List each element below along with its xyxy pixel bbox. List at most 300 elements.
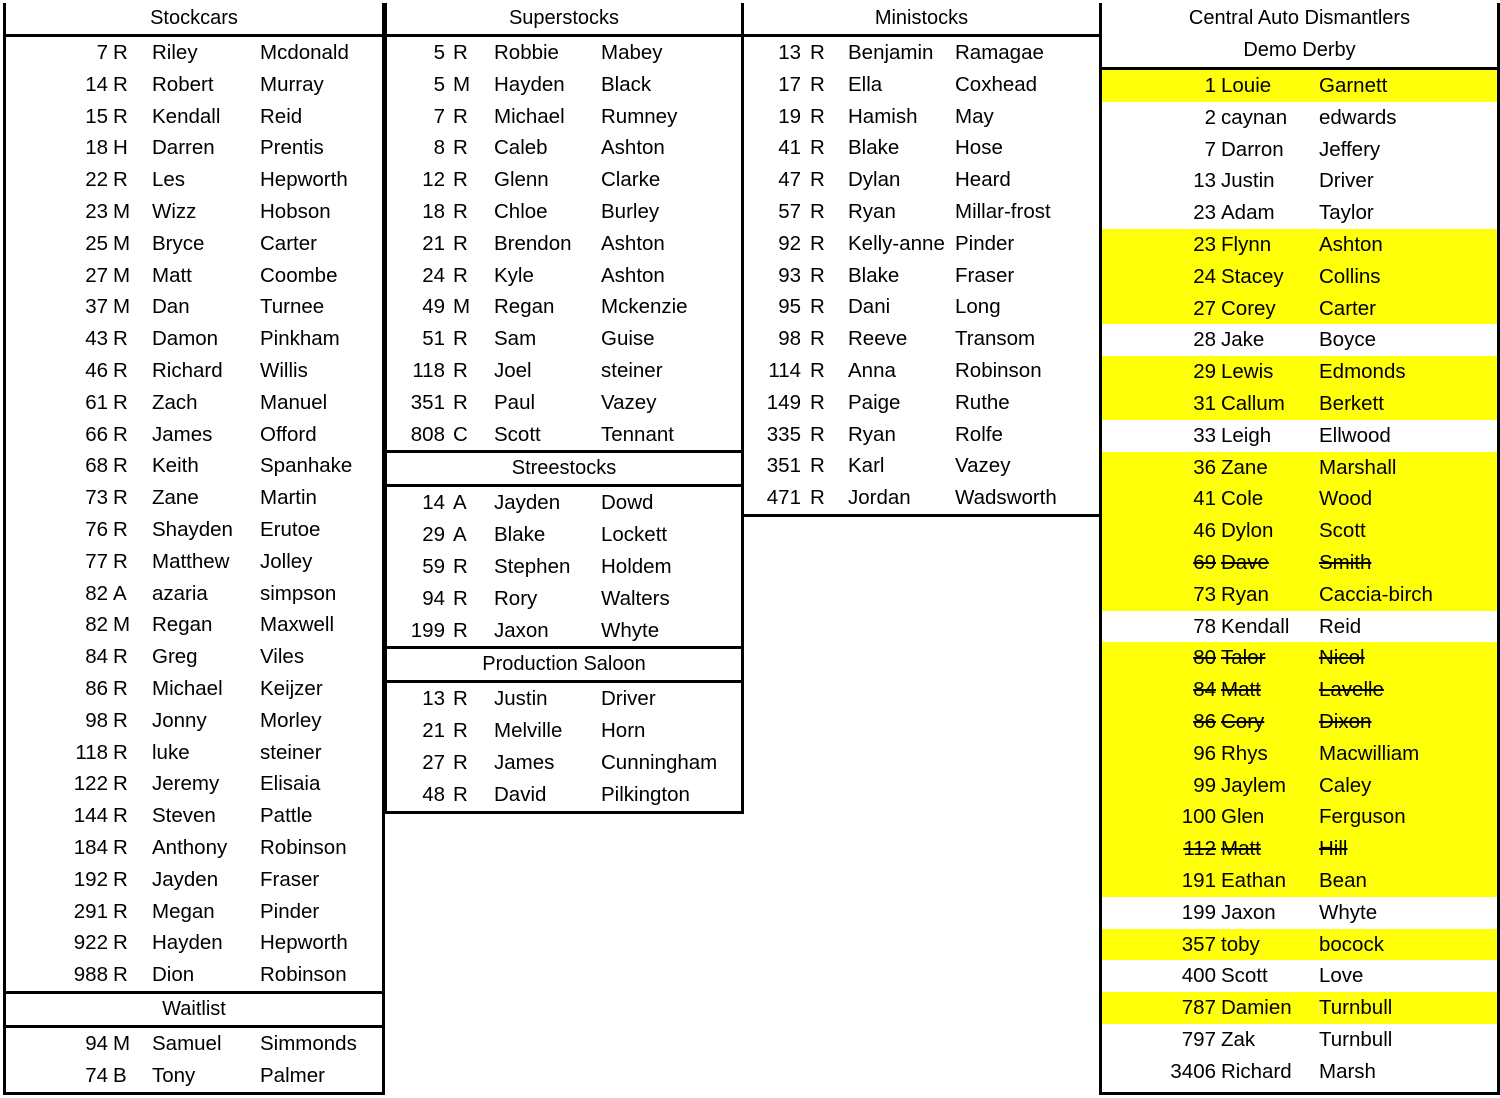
first-name: Dylan [848, 168, 901, 192]
car-number: 41 [1193, 487, 1216, 511]
car-class: R [453, 687, 468, 711]
list-item [387, 715, 741, 747]
car-class: M [113, 1031, 131, 1055]
car-class: R [113, 835, 128, 859]
car-number: 8 [433, 136, 445, 160]
streestocks-list [387, 487, 741, 646]
first-name: Robbie [494, 41, 559, 64]
car-number: 13 [778, 41, 801, 64]
last-name: Vazey [955, 454, 1011, 478]
car-number: 84 [1193, 678, 1216, 702]
last-name: Hepworth [260, 168, 348, 192]
first-name: James [494, 750, 555, 774]
list-item [1102, 197, 1497, 229]
last-name: Manuel [260, 390, 328, 414]
list-item [1102, 738, 1497, 770]
first-name: Justin [1221, 169, 1275, 193]
car-class: R [453, 618, 468, 642]
last-name: Mckenzie [601, 295, 688, 319]
first-name: Kelly-anne [848, 231, 945, 255]
list-item [744, 164, 1099, 196]
first-name: Greg [152, 645, 198, 669]
last-name: Martin [260, 486, 317, 510]
car-class: R [113, 740, 128, 764]
car-number: 31 [1193, 391, 1216, 415]
car-class: M [113, 263, 131, 287]
list-item [387, 355, 741, 387]
last-name: Ashton [601, 231, 665, 255]
car-number: 24 [1193, 264, 1216, 288]
last-name: Lavelle [1319, 678, 1384, 702]
last-name: Palmer [260, 1063, 325, 1087]
last-name: Turnbull [1319, 1027, 1393, 1051]
last-name: Scott [1319, 519, 1366, 543]
car-class: R [810, 454, 825, 478]
last-name: Ramagae [955, 41, 1044, 64]
car-class: R [113, 676, 128, 700]
last-name: bocock [1319, 932, 1384, 956]
car-class: R [810, 422, 825, 446]
list-item [387, 615, 741, 647]
car-number: 49 [422, 295, 445, 319]
list-item [6, 959, 382, 991]
list-item [6, 1028, 382, 1060]
first-name: Kendall [152, 104, 221, 128]
first-name: Darren [152, 136, 215, 160]
last-name: Lockett [601, 523, 668, 547]
last-name: Cunningham [601, 750, 718, 774]
list-item [6, 705, 382, 737]
list-item [387, 419, 741, 451]
car-class: R [810, 263, 825, 287]
first-name: Kyle [494, 263, 534, 287]
list-item [744, 101, 1099, 133]
car-number: 2 [1204, 105, 1216, 129]
car-number: 80 [1193, 646, 1216, 670]
car-class: R [453, 136, 468, 160]
last-name: Coombe [260, 263, 338, 287]
demo-column [1099, 3, 1500, 1095]
last-name: Whyte [1319, 900, 1378, 924]
last-name: Mcdonald [260, 41, 349, 64]
car-class: R [113, 517, 128, 541]
list-item [6, 1060, 382, 1092]
list-item [1102, 356, 1497, 388]
car-number: 787 [1181, 996, 1216, 1020]
car-class: R [453, 41, 468, 64]
car-class: M [113, 295, 131, 319]
last-name: Fraser [955, 263, 1015, 287]
car-number: 51 [422, 327, 445, 351]
last-name: Transom [955, 327, 1036, 351]
car-number: 12 [422, 168, 445, 192]
list-item [1102, 452, 1497, 484]
list-item [6, 578, 382, 610]
first-name: Chloe [494, 199, 548, 223]
first-name: Blake [848, 136, 900, 160]
first-name: Matt [1221, 678, 1261, 702]
first-name: James [152, 422, 213, 446]
list-item [744, 323, 1099, 355]
car-class: R [113, 645, 128, 669]
list-item [1102, 579, 1497, 611]
car-class: R [113, 327, 128, 351]
first-name: Ryan [1221, 582, 1269, 606]
car-number: 27 [1193, 296, 1216, 320]
last-name: Elisaia [260, 772, 321, 796]
list-item [387, 387, 741, 419]
last-name: Edmonds [1319, 360, 1406, 384]
list-item [6, 609, 382, 641]
first-name: Ryan [848, 422, 896, 446]
last-name: Ashton [1319, 232, 1383, 256]
first-name: Jayden [494, 491, 561, 515]
car-number: 96 [1193, 741, 1216, 765]
car-number: 25 [85, 231, 108, 255]
car-number: 33 [1193, 423, 1216, 447]
first-name: David [494, 782, 547, 806]
car-number: 59 [422, 554, 445, 578]
first-name: Damon [152, 327, 219, 351]
first-name: Cole [1221, 487, 1264, 511]
car-class: R [453, 390, 468, 414]
first-name: Ella [848, 72, 883, 96]
stockcars-title: Stockcars [150, 7, 238, 29]
list-item [1102, 865, 1497, 897]
car-class: R [453, 263, 468, 287]
car-number: 7 [433, 104, 445, 128]
car-class: R [113, 390, 128, 414]
list-item [387, 196, 741, 228]
last-name: Pilkington [601, 782, 690, 806]
last-name: Marshall [1319, 455, 1397, 479]
car-number: 13 [1193, 169, 1216, 193]
last-name: Robinson [955, 358, 1042, 382]
list-item [387, 164, 741, 196]
superstocks-column [384, 3, 744, 814]
car-number: 114 [768, 358, 801, 382]
car-class: A [453, 491, 467, 515]
car-number: 46 [85, 358, 108, 382]
list-item [1102, 547, 1497, 579]
list-item [744, 132, 1099, 164]
car-number: 48 [422, 782, 445, 806]
car-number: 808 [410, 422, 445, 446]
car-number: 797 [1181, 1027, 1216, 1051]
last-name: edwards [1319, 105, 1397, 129]
car-class: R [453, 231, 468, 255]
list-item [6, 323, 382, 355]
first-name: Samuel [152, 1031, 222, 1055]
first-name: Michael [494, 104, 565, 128]
list-item [744, 37, 1099, 69]
list-item [387, 101, 741, 133]
list-item [6, 164, 382, 196]
car-number: 94 [85, 1031, 108, 1055]
car-class: R [810, 72, 825, 96]
first-name: Blake [848, 263, 900, 287]
first-name: Sam [494, 327, 537, 351]
list-item [1102, 897, 1497, 929]
list-item [6, 641, 382, 673]
list-item [6, 387, 382, 419]
car-number: 99 [1193, 773, 1216, 797]
car-number: 41 [778, 136, 801, 160]
last-name: Driver [1319, 169, 1374, 193]
car-number: 357 [1181, 932, 1216, 956]
car-number: 73 [1193, 582, 1216, 606]
last-name: Pinder [260, 899, 320, 923]
last-name: May [955, 104, 994, 128]
car-class: R [113, 422, 128, 446]
list-item [1102, 134, 1497, 166]
list-item [387, 132, 741, 164]
car-number: 149 [766, 390, 801, 414]
list-item [387, 747, 741, 779]
list-item [6, 864, 382, 896]
car-class: R [453, 358, 468, 382]
list-item [6, 37, 382, 69]
last-name: Bean [1319, 868, 1367, 892]
last-name: Guise [601, 327, 655, 351]
car-class: R [453, 168, 468, 192]
last-name: Horn [601, 719, 646, 743]
car-class: R [113, 963, 128, 987]
streestocks-title: Streestocks [387, 450, 741, 487]
first-name: Kendall [1221, 614, 1290, 638]
last-name: Ellwood [1319, 423, 1391, 447]
last-name: Spanhake [260, 454, 353, 478]
list-item [744, 228, 1099, 260]
first-name: Zane [152, 486, 199, 510]
list-item [6, 832, 382, 864]
car-number: 17 [778, 72, 801, 96]
car-class: R [113, 772, 128, 796]
first-name: Adam [1221, 201, 1275, 225]
list-item [1102, 674, 1497, 706]
last-name: Morley [260, 708, 322, 732]
last-name: Wood [1319, 487, 1373, 511]
car-class: R [453, 199, 468, 223]
list-item [1102, 1056, 1497, 1088]
first-name: Regan [494, 295, 555, 319]
last-name: Offord [260, 422, 317, 446]
first-name: Dani [848, 295, 891, 319]
car-class: R [453, 554, 468, 578]
ministocks-list [744, 37, 1099, 514]
car-number: 192 [73, 867, 108, 891]
list-item [387, 551, 741, 583]
car-number: 43 [85, 327, 108, 351]
list-item [1102, 1024, 1497, 1056]
first-name: Rory [494, 586, 538, 610]
car-number: 29 [422, 523, 445, 547]
list-item [6, 291, 382, 323]
car-number: 27 [422, 750, 445, 774]
last-name: Driver [601, 687, 656, 711]
list-item [6, 196, 382, 228]
first-name: Hamish [848, 104, 918, 128]
car-number: 86 [1193, 709, 1216, 733]
first-name: Bryce [152, 231, 205, 255]
list-item [1102, 515, 1497, 547]
first-name: Flynn [1221, 232, 1272, 256]
last-name: Reid [260, 104, 303, 128]
list-item [6, 514, 382, 546]
first-name: Les [152, 168, 186, 192]
first-name: Ryan [848, 199, 896, 223]
last-name: Erutoe [260, 517, 321, 541]
list-item [387, 683, 741, 715]
car-class: R [810, 486, 825, 510]
list-item [1102, 261, 1497, 293]
car-number: 100 [1181, 805, 1216, 829]
list-item [6, 482, 382, 514]
list-item [1102, 324, 1497, 356]
list-item [1102, 801, 1497, 833]
first-name: Talor [1221, 646, 1266, 670]
car-number: 74 [85, 1063, 108, 1087]
first-name: Glenn [494, 168, 549, 192]
first-name: caynan [1221, 105, 1288, 129]
list-item [1102, 611, 1497, 643]
first-name: Dylon [1221, 519, 1274, 543]
car-class: R [113, 454, 128, 478]
car-number: 82 [85, 581, 108, 605]
last-name: Willis [260, 358, 308, 382]
last-name: Robinson [260, 963, 347, 987]
car-class: R [810, 104, 825, 128]
first-name: Riley [152, 41, 198, 64]
first-name: Jaylem [1221, 773, 1286, 797]
first-name: Louie [1221, 74, 1272, 97]
car-class: R [113, 708, 128, 732]
first-name: Callum [1221, 391, 1285, 415]
car-class: R [453, 719, 468, 743]
car-number: 23 [1193, 232, 1216, 256]
last-name: Hill [1319, 837, 1348, 861]
car-class: A [113, 581, 127, 605]
car-class: R [113, 867, 128, 891]
demo-sponsor-title: Central Auto Dismantlers [1188, 7, 1411, 29]
list-item [387, 260, 741, 292]
list-item [6, 101, 382, 133]
list-item [6, 260, 382, 292]
list-item [6, 737, 382, 769]
last-name: Reid [1319, 614, 1362, 638]
list-item [1102, 833, 1497, 865]
waitlist-title: Waitlist [6, 991, 382, 1028]
car-number: 27 [85, 263, 108, 287]
car-number: 93 [778, 263, 801, 287]
car-number: 14 [422, 491, 445, 515]
last-name: Macwilliam [1319, 741, 1420, 765]
list-item [744, 196, 1099, 228]
list-item [1102, 992, 1497, 1024]
car-number: 21 [422, 231, 445, 255]
car-class: R [113, 104, 128, 128]
car-number: 5 [433, 72, 445, 96]
superstocks-list [387, 37, 741, 450]
car-number: 24 [422, 263, 445, 287]
car-number: 37 [85, 295, 108, 319]
first-name: Michael [152, 676, 223, 700]
car-class: R [810, 199, 825, 223]
last-name: Mabey [601, 41, 663, 64]
first-name: Paige [848, 390, 901, 414]
first-name: Caleb [494, 136, 548, 160]
first-name: Zane [1221, 455, 1268, 479]
list-item [744, 260, 1099, 292]
car-number: 1 [1204, 74, 1216, 97]
first-name: Karl [848, 454, 885, 478]
car-number: 400 [1181, 964, 1216, 988]
car-number: 15 [85, 104, 108, 128]
first-name: Megan [152, 899, 215, 923]
car-number: 66 [85, 422, 108, 446]
last-name: Long [955, 295, 1001, 319]
car-class: M [113, 231, 131, 255]
car-number: 122 [73, 772, 108, 796]
first-name: Reeve [848, 327, 908, 351]
first-name: Stephen [494, 554, 571, 578]
car-number: 199 [1181, 900, 1216, 924]
last-name: Dowd [601, 491, 654, 515]
car-number: 82 [85, 613, 108, 637]
car-number: 95 [778, 295, 801, 319]
first-name: Leigh [1221, 423, 1272, 447]
first-name: Cory [1221, 709, 1265, 733]
first-name: Darron [1221, 137, 1284, 161]
list-item [1102, 642, 1497, 674]
car-number: 144 [73, 804, 108, 828]
list-item [6, 69, 382, 101]
car-class: R [453, 327, 468, 351]
last-name: Ferguson [1319, 805, 1406, 829]
car-number: 23 [1193, 201, 1216, 225]
last-name: Caccia-birch [1319, 582, 1433, 606]
last-name: Nicol [1319, 646, 1365, 670]
car-class: R [810, 136, 825, 160]
last-name: Hepworth [260, 931, 348, 955]
last-name: Pinkham [260, 327, 340, 351]
list-item [1102, 165, 1497, 197]
last-name: Maxwell [260, 613, 335, 637]
last-name: Holdem [601, 554, 672, 578]
list-item [744, 419, 1099, 451]
car-number: 291 [73, 899, 108, 923]
first-name: Anthony [152, 835, 228, 859]
list-item [744, 482, 1099, 514]
car-number: 28 [1193, 328, 1216, 352]
car-class: M [113, 199, 131, 223]
car-number: 19 [778, 104, 801, 128]
list-item [1102, 706, 1497, 738]
car-number: 22 [85, 168, 108, 192]
first-name: Corey [1221, 296, 1276, 320]
first-name: Blake [494, 523, 546, 547]
car-number: 61 [85, 390, 108, 414]
last-name: simpson [260, 581, 337, 605]
last-name: Marsh [1319, 1059, 1376, 1083]
car-class: R [810, 327, 825, 351]
first-name: Stacey [1221, 264, 1284, 288]
saloon-title: Production Saloon [387, 646, 741, 683]
car-number: 98 [778, 327, 801, 351]
last-name: Ashton [601, 136, 665, 160]
list-item [1102, 388, 1497, 420]
car-number: 21 [422, 719, 445, 743]
